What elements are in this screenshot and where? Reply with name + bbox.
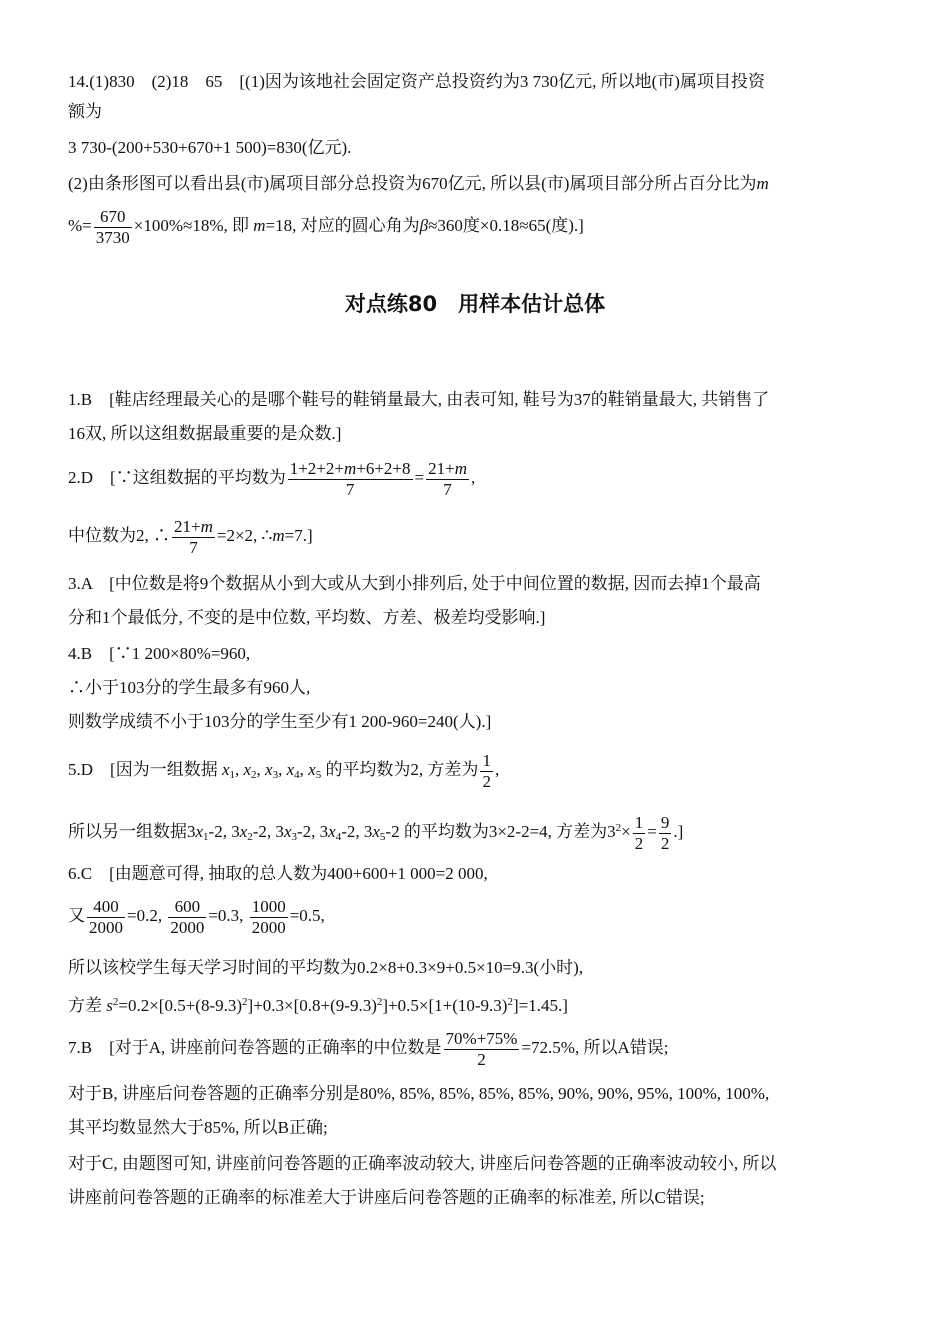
q2-line1: 2.D [∵这组数据的平均数为 $\frac{1+2+2+m+6+2+8}{7}$ = $\frac{21+m}{7}$ , bbox=[68, 459, 476, 499]
q5-line1: 5.D [因为一组数据 $x_1$, $x_2$, $x_3$, $x_4$, $x_5$ 的平均数为2, 方差为 $\frac{1}{2}$ , bbox=[68, 751, 500, 791]
fraction: $\frac{70\%+75\%}{2}$ bbox=[445, 1029, 518, 1069]
fraction: $\frac{1}{2}$ bbox=[634, 813, 644, 853]
fraction: $\frac{1+2+2+m+6+2+8}{7}$ bbox=[289, 459, 411, 499]
q1-line1: 1.B [鞋店经理最关心的是哪个鞋号的鞋销量最大, 由表可知, 鞋号为37的鞋销量最大, 共销售了 bbox=[68, 390, 770, 409]
q4-line3: 则数学成绩不小于103分的学生至少有1 200-960=240(人).] bbox=[68, 712, 492, 731]
q7-line1: 7.B [对于A, 讲座前问卷答题的正确率的中位数是 $\frac{70\%+75\%}{2}$ =72.5%, 所以A错误; bbox=[68, 1029, 669, 1069]
fraction: $\frac{600}{2000}$ bbox=[170, 897, 205, 937]
fraction: $\frac{9}{2}$ bbox=[660, 813, 670, 853]
q14-line3: 3 730-(200+530+670+1 500)=830(亿元). bbox=[68, 138, 352, 157]
q14-line5: %= $\frac{670}{3730}$ ×100%≈18%, 即 m=18, 对应的圆心角为β≈360度×0.18≈65(度).] bbox=[68, 207, 584, 247]
section-title: 对点练80 用样本估计总体 bbox=[344, 292, 606, 316]
q14-line2: 额为 bbox=[68, 102, 102, 121]
q5-line2: 所以另一组数据$3x_1-2$, $3x_2-2$, $3x_3-2$, $3x_4-2$, $3x_5-2$ 的平均数为3×2-2=4, 方差为$3^2\times$ $\frac{1}{2}$ = $\frac{9}{2}$ .] bbox=[68, 813, 684, 853]
q14-line4: (2)由条形图可以看出县(市)属项目部分总投资为670亿元, 所以县(市)属项目部分所占百分比为m bbox=[68, 174, 769, 193]
q3-line1: 3.A [中位数是将9个数据从小到大或从大到小排列后, 处于中间位置的数据, 因而去掉1个最高 bbox=[68, 574, 761, 593]
q4-line2: ∴小于103分的学生最多有960人, bbox=[68, 678, 311, 697]
fraction: $\frac{21+m}{7}$ bbox=[174, 517, 213, 557]
q7-line5: 讲座前问卷答题的正确率的标准差大于讲座后问卷答题的正确率的标准差, 所以C错误; bbox=[68, 1188, 705, 1207]
q6-line3: 所以该校学生每天学习时间的平均数为0.2×8+0.3×9+0.5×10=9.3(小时), bbox=[68, 958, 584, 977]
q4-line1: 4.B [∵1 200×80%=960, bbox=[68, 644, 251, 663]
q7-line2: 对于B, 讲座后问卷答题的正确率分别是80%, 85%, 85%, 85%, 85%, 90%, 90%, 95%, 100%, 100%, bbox=[68, 1084, 770, 1103]
q2-line2: 中位数为2, ∴ $\frac{21+m}{7}$ =2×2, ∴m=7.] bbox=[68, 517, 313, 557]
q1-line2: 16双, 所以这组数据最重要的是众数.] bbox=[68, 424, 342, 443]
fraction: $\frac{1}{2}$ bbox=[482, 751, 491, 791]
fraction: $\frac{670}{3730}$ bbox=[95, 207, 130, 247]
q6-line4: 方差 $s^2=0.2\times[0.5+(8-9.3)^2]+0.3\times[0.8+(9-9.3)^2]+0.5\times[1+(10-9.3)^2]=1.45$.] bbox=[68, 996, 568, 1015]
q6-line1: 6.C [由题意可得, 抽取的总人数为400+600+1 000=2 000, bbox=[68, 864, 488, 883]
q14-line1: 14.(1)830 (2)18 65 [(1)因为该地社会固定资产总投资约为3 730亿元, 所以地(市)属项目投资 bbox=[68, 72, 765, 91]
fraction: $\frac{1000}{2000}$ bbox=[251, 897, 286, 937]
fraction: $\frac{21+m}{7}$ bbox=[428, 459, 467, 499]
q7-line4: 对于C, 由题图可知, 讲座前问卷答题的正确率波动较大, 讲座后问卷答题的正确率波动较小, 所以 bbox=[68, 1154, 777, 1173]
q6-line2: 又 $\frac{400}{2000}$ =0.2, $\frac{600}{2000}$ =0.3, $\frac{1000}{2000}$ =0.5, bbox=[68, 897, 325, 937]
fraction: $\frac{400}{2000}$ bbox=[89, 897, 123, 937]
q7-line3: 其平均数显然大于85%, 所以B正确; bbox=[68, 1118, 328, 1137]
q3-line2: 分和1个最低分, 不变的是中位数, 平均数、方差、极差均受影响.] bbox=[68, 608, 546, 627]
